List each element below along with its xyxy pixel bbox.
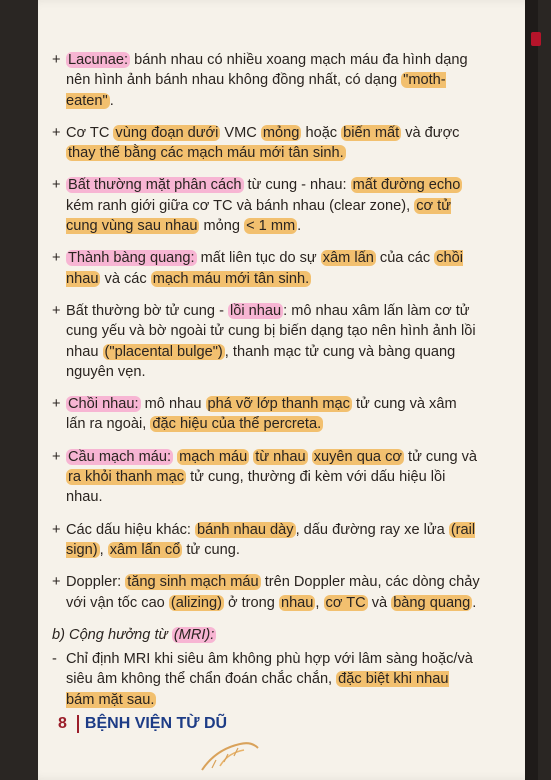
- bullet-text: [66, 52, 468, 109]
- highlighted-text: xâm lấn cổ: [109, 541, 181, 558]
- bullet-item: [52, 248, 480, 289]
- bullet-item: [52, 123, 480, 164]
- body-text: .: [297, 218, 302, 235]
- highlighted-term: Thành bàng quang:: [68, 250, 195, 267]
- body-text: ở trong: [223, 594, 279, 611]
- mri-indication-text: [66, 651, 473, 708]
- body-text: VMC: [220, 124, 261, 141]
- plus-bullet: +: [52, 396, 61, 413]
- bullet-item: [52, 394, 480, 435]
- bullet-text: [66, 177, 462, 234]
- bullet-text: [66, 449, 477, 506]
- body-text: tử cung và xâm lấn ra ngoài,: [66, 396, 457, 433]
- highlighted-text: mất đường echo: [352, 177, 461, 194]
- highlighted-text: mỏng: [262, 124, 300, 141]
- hospital-name: BỆNH VIỆN TỪ DŨ: [84, 715, 228, 732]
- body-text: trên Doppler màu, các dòng chảy với vận tốc cao: [66, 574, 480, 611]
- body-text: Doppler:: [66, 574, 126, 591]
- body-text: kém ranh giới giữa cơ TC và bánh nhau (clear zone),: [66, 197, 415, 214]
- body-text: Bất thường bờ tử cung -: [66, 302, 228, 319]
- highlighted-text: cơ TC: [325, 594, 366, 611]
- highlighted-text: "moth-eaten": [66, 72, 446, 109]
- body-text: , thanh mạc tử cung và bàng quang nguyên vẹn.: [66, 343, 456, 380]
- highlighted-text: mạch máu: [179, 448, 248, 465]
- body-text: mỏng: [199, 218, 245, 235]
- body-text: mô nhau: [140, 396, 206, 413]
- bullet-text: [66, 574, 480, 610]
- body-text: mất liên tục do sự: [196, 250, 321, 267]
- highlighted-text: biến mất: [343, 124, 400, 141]
- body-text: tử cung và: [403, 448, 478, 465]
- highlighted-text: < 1 mm: [246, 218, 296, 235]
- section-title-prefix: b) Cộng hưởng từ: [52, 626, 172, 643]
- bullet-item: [52, 520, 480, 561]
- plus-bullet: +: [52, 250, 61, 267]
- section-title-highlight: (MRI):: [173, 626, 215, 643]
- highlighted-term: lồi nhau: [230, 302, 282, 319]
- highlighted-text: cơ tử cung vùng sau nhau: [66, 197, 451, 235]
- bullet-item: [52, 50, 480, 111]
- highlighted-text: vùng đoạn dưới: [115, 124, 219, 141]
- bullet-text: [66, 396, 457, 432]
- highlighted-term: Chồi nhau:: [68, 396, 139, 413]
- mri-section: [52, 625, 480, 710]
- highlighted-text: xâm lấn: [322, 250, 374, 267]
- highlighted-term: Lacunae:: [68, 52, 129, 68]
- bullet-item: [52, 572, 480, 613]
- plus-bullet: +: [52, 177, 61, 194]
- page-content: [52, 50, 480, 722]
- highlighted-text: phá vỡ lớp thanh mạc: [207, 396, 350, 413]
- plus-bullet: +: [52, 52, 61, 68]
- highlighted-text: (alizing): [170, 594, 222, 611]
- body-text: từ cung - nhau:: [243, 177, 351, 194]
- section-title-mri: [52, 625, 480, 645]
- plus-bullet: +: [52, 124, 61, 141]
- body-text: Cơ TC: [66, 124, 114, 141]
- body-text: : mô nhau xâm lấn làm cơ tử cung yếu và bờ ngoài tử cung bị biến dạng tạo nên hình ảnh lồi nhau: [66, 302, 476, 360]
- highlighted-text: nhau: [280, 594, 314, 611]
- highlighted-text: mạch máu mới tân sinh.: [152, 270, 310, 287]
- page-footer: [58, 715, 227, 733]
- plus-bullet: +: [52, 448, 61, 465]
- highlighted-text: đặc biệt khi nhau bám mặt sau.: [66, 671, 449, 708]
- bullet-text: [66, 125, 459, 161]
- body-text: hoặc: [301, 124, 342, 141]
- highlighted-text: ("placental bulge"): [104, 343, 223, 360]
- body-text: .: [472, 594, 477, 611]
- bullet-item: [52, 447, 480, 508]
- plus-bullet: +: [52, 574, 61, 591]
- body-text: tử cung.: [182, 541, 240, 558]
- highlighted-term: Bất thường mặt phân cách: [68, 177, 242, 194]
- body-text: Các dấu hiệu khác:: [66, 521, 195, 538]
- mri-indication-item: [52, 649, 480, 710]
- page-number: 8: [58, 715, 67, 732]
- dash-bullet: -: [52, 651, 57, 668]
- bookmark-tab: [531, 32, 541, 46]
- body-text: .: [109, 92, 114, 109]
- highlighted-text: (rail sign): [66, 521, 476, 558]
- body-text: của các: [375, 250, 435, 267]
- highlighted-text: chồi nhau: [66, 250, 464, 287]
- body-text: và: [367, 594, 392, 611]
- body-text: Chỉ định MRI khi siêu âm không phù hợp với lâm sàng hoặc/và siêu âm không thể chẩn đoán chắc chắn,: [66, 651, 473, 688]
- body-text: và các: [100, 270, 151, 287]
- body-text: tử cung, thường đi kèm với dấu hiệu lồi nhau.: [66, 469, 446, 506]
- highlighted-text: bàng quang: [393, 594, 471, 611]
- highlighted-text: ra khỏi thanh mạc: [68, 469, 185, 486]
- plus-bullet: +: [52, 521, 61, 538]
- ornament-logo-icon: [200, 738, 260, 772]
- highlighted-text: đặc hiệu của thể percreta.: [152, 416, 322, 433]
- page-edge-shadow: [525, 0, 538, 780]
- bullet-item: [52, 175, 480, 236]
- highlighted-text: từ nhau: [255, 448, 306, 465]
- bullet-text: [66, 303, 476, 380]
- body-text: ,: [99, 541, 108, 558]
- bullet-text: [66, 522, 475, 558]
- highlighted-text: tăng sinh mạch máu: [127, 574, 259, 591]
- body-text: , dấu đường ray xe lửa: [295, 521, 449, 538]
- body-text: ,: [315, 594, 324, 611]
- highlighted-text: bánh nhau dày: [197, 521, 294, 538]
- highlighted-text: thay thế bằng các mạch máu mới tân sinh.: [68, 145, 344, 162]
- highlighted-text: xuyên qua cơ: [313, 448, 402, 465]
- bullet-list: [52, 50, 480, 613]
- bullet-text: [66, 250, 463, 286]
- footer-divider: [77, 715, 79, 733]
- body-text: bánh nhau có nhiều xoang mạch máu đa hình dạng nên hình ảnh bánh nhau không đồng nhất, có dạng: [66, 52, 468, 89]
- body-text: và được: [401, 124, 460, 141]
- bullet-item: [52, 301, 480, 382]
- highlighted-term: Cầu mạch máu:: [68, 448, 172, 465]
- plus-bullet: +: [52, 302, 61, 319]
